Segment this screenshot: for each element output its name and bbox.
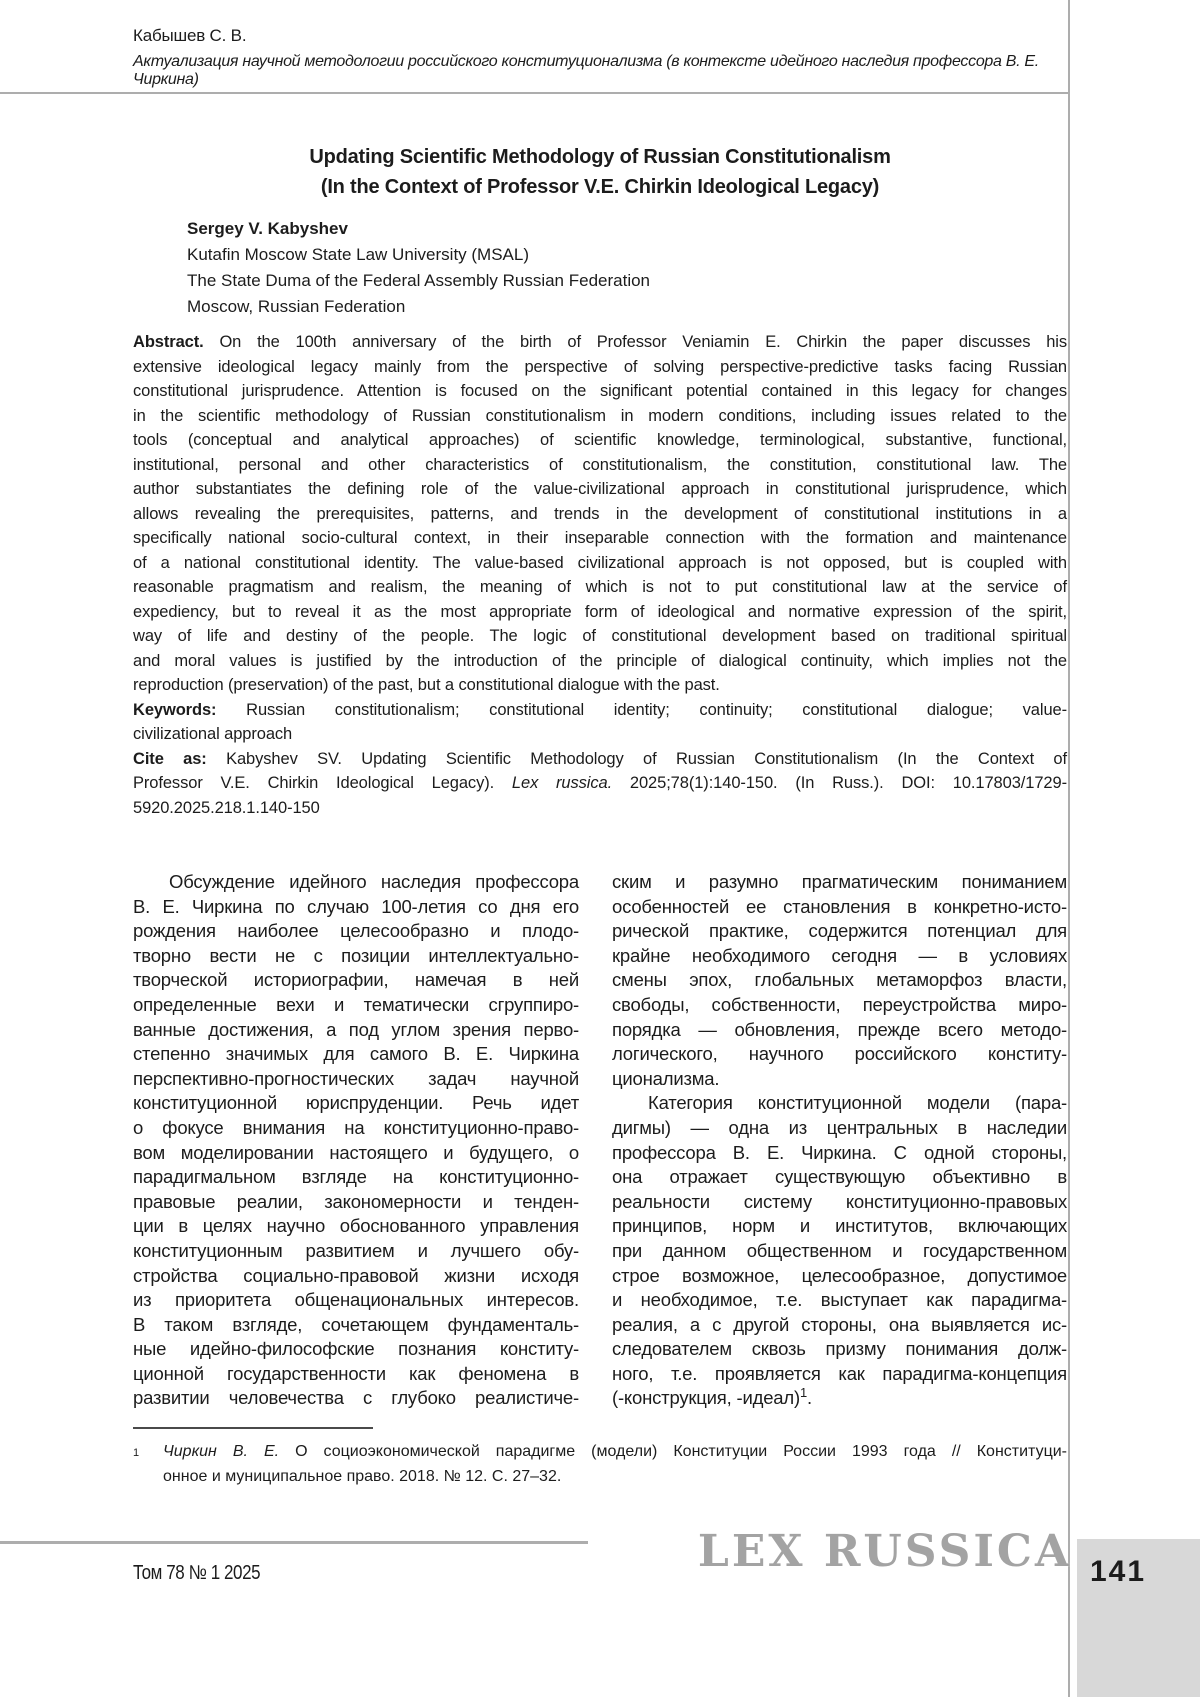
text-line: профессора В. Е. Чиркина. С одной стороны, (612, 1141, 1067, 1163)
text-line: о фокусе внимания на конституционно-право- (133, 1116, 579, 1138)
text-line: specifically national socio-cultural context, in their inseparable connection with the formation and maintenance (133, 529, 1067, 547)
paragraph (133, 330, 1067, 698)
text-line: institutional, personal and other characteristics of constitutionalism, the constitution, constitutional law. The (133, 455, 1067, 474)
footnote-marker: 1 (133, 1447, 140, 1459)
text-line: civilizational approach (133, 725, 293, 743)
affiliation-duma: The State Duma of the Federal Assembly Russian Federation (187, 271, 651, 290)
text-line: она отражает существующую объективно в (612, 1166, 1067, 1188)
text-line: дигмы) — одна из центральных в наследии (612, 1116, 1067, 1138)
text-line: принципов, норм и институтов, включающих (612, 1215, 1067, 1237)
text-line: крайне необходимого сегодня — в условиях (612, 944, 1067, 966)
paragraph (163, 1439, 1067, 1489)
text-line: рической практике, содержится потенциал для (612, 920, 1067, 942)
text-line: развитии человечества с глубоко реалистиче- (133, 1387, 579, 1409)
footnote (133, 1439, 1067, 1489)
page-edge-rule (1068, 0, 1070, 1697)
text-line: онное и муниципальное право. 2018. № 12. С. 27–32. (163, 1468, 562, 1485)
text-line: Professor V.E. Chirkin Ideological Legacy). Lex russica. 2025;78(1):140-150. (In Russ.). DOI: 10.17803/1729- (133, 774, 1067, 792)
paragraph (133, 698, 1067, 747)
affiliation-city: Moscow, Russian Federation (187, 297, 406, 316)
text-line: extensive ideological legacy mainly from the perspective of solving perspective-predictive tasks facing Russian (133, 357, 1067, 376)
text-line: (-конструкция, -идеал)$^1$. (612, 1385, 812, 1409)
text-line: ванные достижения, а под углом зрения перво- (133, 1018, 579, 1040)
text-line: В таком взгляде, сочетающем фундаменталь- (133, 1313, 579, 1335)
text-line: и необходимое, т.е. выступает как парадигма- (612, 1289, 1067, 1311)
text-line: парадигмальном взгляде на конституционно- (133, 1166, 579, 1188)
text-line: in the scientific methodology of Russian constitutionalism in modern conditions, including issues related to the (133, 406, 1067, 425)
footnote-divider (133, 1427, 373, 1429)
text-line: ским и разумно прагматическим пониманием (612, 871, 1067, 892)
paragraph (133, 747, 1067, 821)
text-line: ные идейно-философские познания конститу- (133, 1338, 579, 1360)
text-line: рождения наиболее целесообразно и плодо- (133, 920, 579, 942)
text-line: конституционным развитием и лучшего обу- (133, 1239, 579, 1261)
text-line: Чиркин В. Е. О социоэкономической парадигме (модели) Конституции России 1993 года // Конституци- (163, 1443, 1067, 1460)
text-line: Abstract. On the 100th anniversary of the birth of Professor Veniamin E. Chirkin the paper discusses his (133, 333, 1067, 351)
footer-divider (0, 1541, 588, 1544)
text-line: and moral values is justified by the introduction of the principle of dialogical continuity, which implies not the (133, 651, 1067, 670)
text-line: Keywords: Russian constitutionalism; constitutional identity; continuity; constitutional dialogue; value- (133, 700, 1067, 719)
text-line: правовые реалии, закономерности и тенден- (133, 1190, 579, 1212)
text-line: из приоритета общенациональных интересов. (133, 1289, 579, 1311)
text-line: определенные вехи и тематически сгруппиро- (133, 993, 579, 1015)
text-line: ционализма. (612, 1067, 720, 1089)
running-head-title: Актуализация научной методологии российского конституционализма (в контексте идейного наследия профессора В. Е. Чиркина) (133, 53, 1039, 88)
text-line: строе возможное, целесообразное, допустимое (612, 1264, 1067, 1286)
text-line: В. Е. Чиркина по случаю 100-летия со дня его (133, 895, 579, 917)
header-divider (0, 92, 1068, 94)
text-line: конституционной юриспруденции. Речь идет (133, 1092, 579, 1114)
author-name: Sergey V. Kabyshev (187, 219, 348, 238)
article-title (133, 142, 1067, 202)
text-line: Категория конституционной модели (пара- (648, 1092, 1067, 1114)
footnote-text (163, 1439, 1067, 1489)
text-line: следователем сквозь призму понимания долж- (612, 1338, 1067, 1360)
text-line: constitutional jurisprudence. Attention is focused on the significant potential contained in this legacy for changes (133, 382, 1067, 400)
text-line: степенно значимых для самого В. Е. Чиркина (133, 1043, 579, 1065)
text-line: Обсуждение идейного наследия профессора (169, 871, 579, 892)
text-line: особенностей ее становления в конкретно-исто- (612, 895, 1067, 917)
text-line: reasonable pragmatism and realism, the meaning of which is not to put constitutional law at the service of (133, 578, 1067, 596)
running-head (133, 26, 1063, 89)
text-line: author substantiates the defining role of the value-civilizational approach in constitutional jurisprudence, which (133, 480, 1067, 498)
text-line: вом моделировании настоящего и будущего, о (133, 1141, 579, 1163)
text-line: творческой историографии, намечая в ней (133, 969, 579, 991)
text-line: reproduction (preservation) of the past, but a constitutional dialogue with the past. (133, 676, 720, 694)
affiliation-university: Kutafin Moscow State Law University (MSAL) (187, 245, 530, 264)
journal-logo: LEX RUSSICA (697, 1526, 1073, 1577)
volume-issue-label: Том 78 № 1 2025 (133, 1562, 261, 1584)
text-line: of a national constitutional identity. The value-based civilizational approach is not opposed, but is coupled with (133, 553, 1067, 572)
article-body (133, 870, 1067, 1411)
article-title-line-2: (In the Context of Professor V.E. Chirkin Ideological Legacy) (320, 176, 880, 198)
text-line: порядка — обновления, прежде всего методо- (612, 1018, 1067, 1040)
text-line: творно вести не с позиции интеллектуально- (133, 944, 579, 966)
text-line: смены эпох, глобальных метаморфоз власти, (612, 969, 1067, 991)
abstract-keywords-cite-block (133, 330, 1067, 820)
article-title-line-1: Updating Scientific Methodology of Russian Constitutionalism (309, 146, 891, 168)
paragraph (612, 1091, 1067, 1411)
paragraph (133, 870, 579, 1411)
text-line: стройства социально-правовой жизни исходя (133, 1264, 579, 1286)
text-line: реальности систему конституционно-правовых (612, 1190, 1067, 1212)
body-left-column (133, 870, 579, 1411)
text-line: при данном общественном и государственном (612, 1239, 1067, 1261)
text-line: логического, научного российского конститу- (612, 1043, 1067, 1065)
text-line: expediency, but to reveal it as the most appropriate form of ideological and normative expression of the spirit, (133, 602, 1067, 621)
running-head-author: Кабышев С. В. (133, 26, 247, 45)
text-line: way of life and destiny of the people. The logic of constitutional development based on traditional spiritual (133, 627, 1067, 645)
paragraph (612, 870, 1067, 1091)
page-number: 141 (1090, 1555, 1147, 1588)
text-line: ционной государственности как феномена в (133, 1362, 579, 1384)
author-block (187, 216, 650, 320)
text-line: перспективно-прогностических задач научной (133, 1067, 579, 1089)
text-line: allows revealing the prerequisites, patterns, and trends in the development of constitutional institutions in a (133, 504, 1067, 523)
text-line: tools (conceptual and analytical approaches) of scientific knowledge, terminological, substantive, functional, (133, 431, 1067, 449)
text-line: ции в целях научно обоснованного управления (133, 1215, 579, 1237)
text-line: ного, т.е. проявляется как парадигма-концепция (612, 1362, 1067, 1384)
text-line: 5920.2025.218.1.140-150 (133, 798, 320, 817)
text-line: реалия, а с другой стороны, она выявляется ис- (612, 1313, 1067, 1335)
text-line: свободы, собственности, переустройства миро- (612, 993, 1067, 1015)
text-line: Cite as: Kabyshev SV. Updating Scientific Methodology of Russian Constitutionalism (In the Context of (133, 749, 1067, 768)
page-number-block (1077, 1539, 1200, 1697)
body-right-column (612, 870, 1067, 1411)
